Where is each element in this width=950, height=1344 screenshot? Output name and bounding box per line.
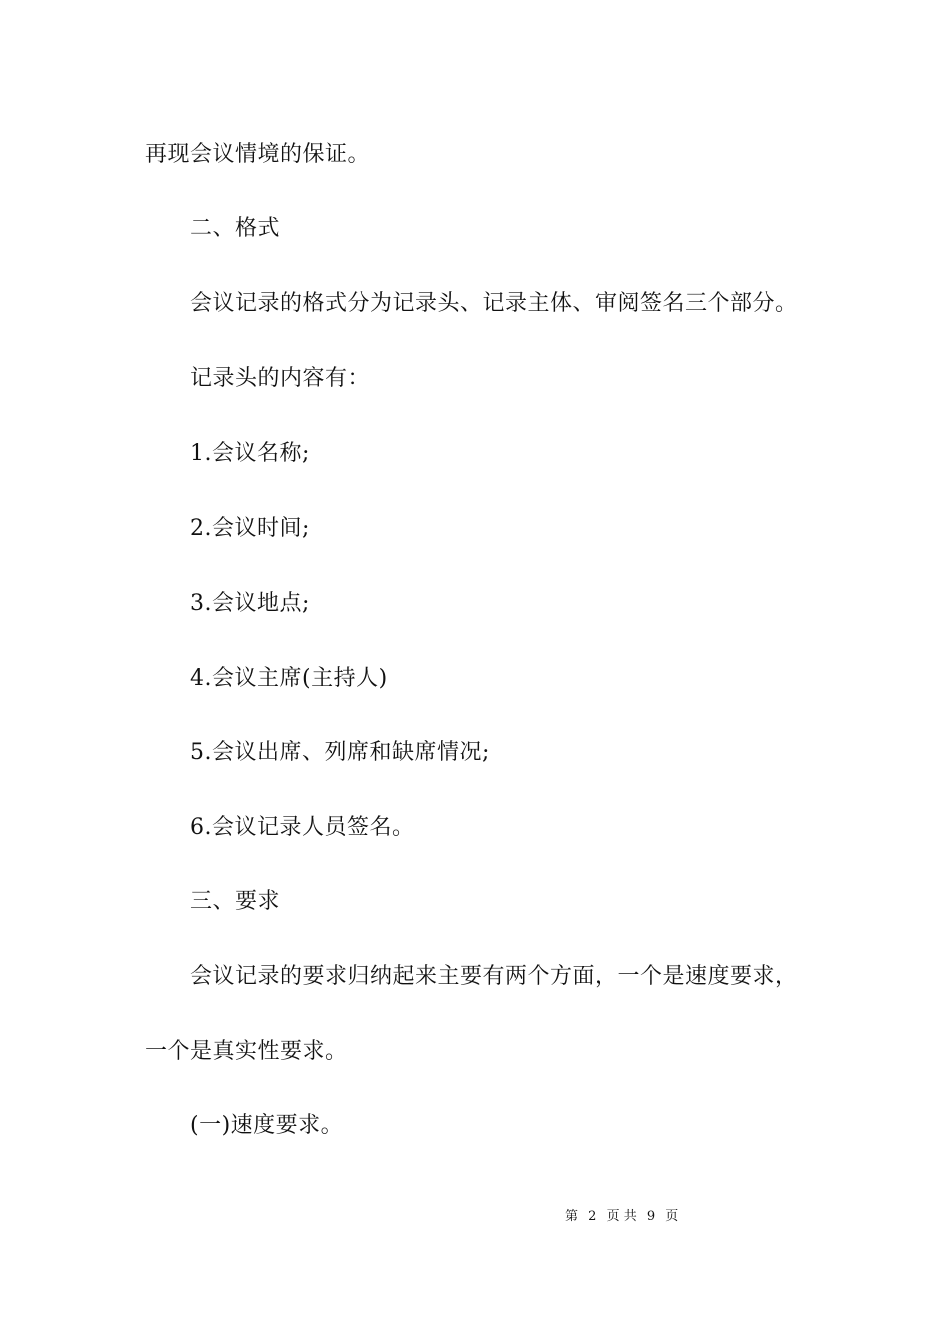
footer-suffix: 页	[665, 1209, 679, 1224]
list-item: 5.会议出席、列席和缺席情况;	[190, 740, 490, 765]
paragraph-line: 会议记录的格式分为记录头、记录主体、审阅签名三个部分。	[190, 291, 798, 316]
list-item: 4.会议主席(主持人)	[190, 666, 388, 691]
section-heading: 三、要求	[190, 889, 281, 914]
subsection-heading: (一)速度要求。	[190, 1113, 344, 1138]
list-item: 1.会议名称;	[190, 441, 310, 466]
paragraph-line: 会议记录的要求归纳起来主要有两个方面，一个是速度要求，	[190, 964, 798, 989]
footer-total-pages: 9	[646, 1209, 656, 1224]
paragraph-line: 记录头的内容有：	[190, 366, 371, 391]
section-heading: 二、格式	[190, 216, 281, 241]
list-item: 2.会议时间;	[190, 516, 310, 541]
footer-prefix: 第	[565, 1209, 579, 1224]
footer-middle: 页 共	[606, 1209, 637, 1224]
footer-current-page: 2	[588, 1209, 597, 1224]
paragraph-line: 再现会议情境的保证。	[145, 142, 371, 167]
page-footer	[0, 1208, 950, 1226]
paragraph-line: 一个是真实性要求。	[145, 1039, 348, 1064]
list-item: 6.会议记录人员签名。	[190, 815, 415, 840]
list-item: 3.会议地点;	[190, 591, 310, 616]
